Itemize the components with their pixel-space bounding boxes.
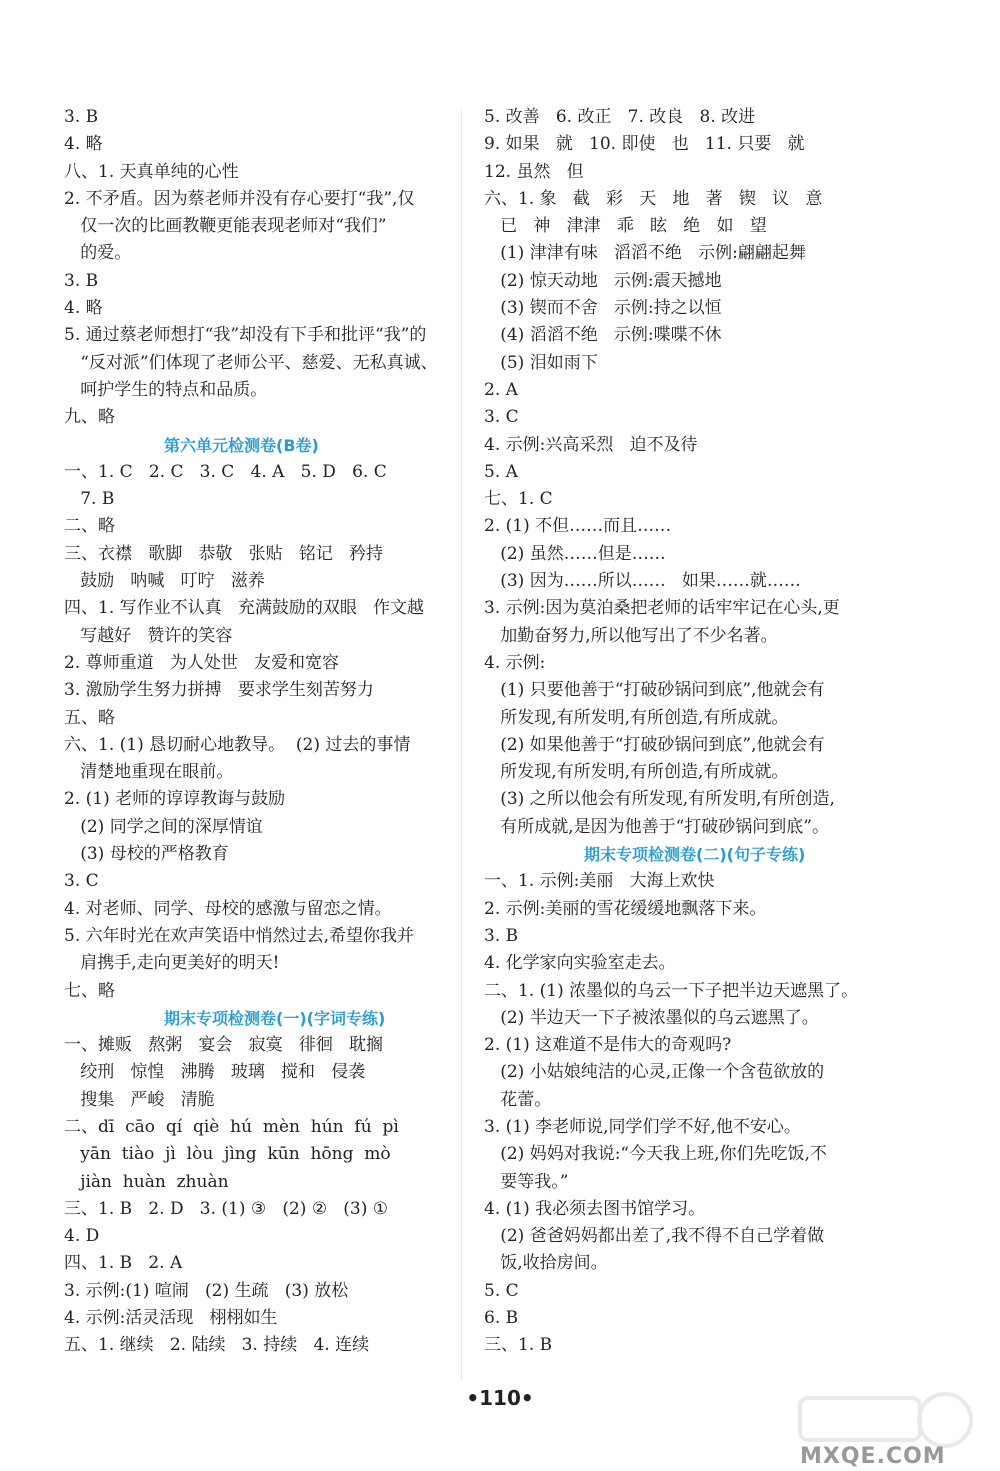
answer-line: (1) 只要他善于“打破砂锅问到底”,他就会有 [484,680,825,701]
answer-line: (2) 妈妈对我说:“今天我上班,你们先吃饭,不 [484,1144,827,1165]
answer-line: 搜集 严峻 清脆 [64,1089,215,1110]
section-heading: 期末专项检测卷(一)(字词专练) [164,1008,386,1028]
answer-line: (4) 滔滔不绝 示例:喋喋不休 [484,325,722,346]
answer-line: 写越好 赞许的笑容 [64,625,233,646]
answer-line: 3. B [64,107,99,127]
answer-line: 三、1. B 2. D 3. (1) ③ (2) ② (3) ① [64,1198,389,1219]
answer-line: 5. C [484,1280,519,1301]
answer-line: 九、略 [64,407,115,428]
watermark-site: MXQE.COM [800,1444,946,1469]
answer-line: 7. B [64,489,115,510]
answer-line: 4. D [64,1226,100,1247]
answer-line: 所发现,有所发明,有所创造,有所成就。 [484,707,789,728]
answer-line: 五、1. 继续 2. 陆续 3. 持续 4. 连续 [64,1335,370,1356]
answer-line: 2. (1) 这难道不是伟大的奇观吗? [484,1035,732,1056]
answer-line: (3) 因为……所以…… 如果……就…… [484,571,801,592]
answer-line: 4. 对老师、同学、母校的感激与留恋之情。 [64,898,392,919]
answer-line: 一、摊贩 熬粥 宴会 寂寞 徘徊 耽搁 [64,1035,384,1056]
page-number: •110• [466,1386,534,1410]
answer-line: jiàn huàn zhuàn [64,1171,229,1192]
answer-line: 二、dī cāo qí qiè hú mèn hún fú pì [64,1116,399,1137]
answer-line: 一、1. 示例:美丽 大海上欢快 [484,871,715,892]
answer-line: (2) 虽然……但是…… [484,543,666,564]
answer-line: 五、略 [64,707,115,728]
answer-line: 一、1. C 2. C 3. C 4. A 5. D 6. C [64,461,387,482]
answer-line: 3. 示例:(1) 喧闹 (2) 生疏 (3) 放松 [64,1280,349,1301]
answer-line: 仅一次的比画教鞭更能表现老师对“我们” [64,216,387,237]
answer-line: 呵护学生的特点和品质。 [64,379,268,400]
answer-line: 七、1. C [484,489,553,510]
answer-line: 5. 通过蔡老师想打“我”却没有下手和批评“我”的 [64,325,427,346]
answer-line: 二、略 [64,516,115,537]
answer-line: 4. 化学家向实验室走去。 [484,953,676,974]
answer-line: 2. (1) 不但……而且…… [484,516,672,537]
answer-line: 要等我。” [484,1171,569,1192]
answer-line: 三、衣襟 歌脚 恭敬 张贴 铭记 矜持 [64,543,384,564]
answer-line: (3) 锲而不舍 示例:持之以恒 [484,298,722,319]
section-heading: 第六单元检测卷(B卷) [164,435,319,455]
answer-line: 六、1. 象 截 彩 天 地 著 锲 议 意 [484,188,823,209]
answer-line: 2. (1) 老师的谆谆教诲与鼓励 [64,789,286,810]
answer-line: “反对派”们体现了老师公平、慈爱、无私真诚、 [64,352,438,373]
answer-line: 肩携手,走向更美好的明天! [64,953,280,974]
answer-line: 4. 略 [64,298,103,319]
answer-line: 已 神 津津 乖 眩 绝 如 望 [484,216,767,237]
answer-line: (3) 之所以他会有所发现,有所发明,有所创造, [484,789,835,810]
answer-line: 有所成就,是因为他善于“打破砂锅问到底”。 [484,816,829,837]
answer-line: 二、1. (1) 浓墨似的乌云一下子把半边天遮黑了。 [484,980,859,1001]
answer-line: 饭,收拾房间。 [484,1253,608,1274]
answer-line: 3. C [484,407,519,428]
answer-line: 3. C [64,871,99,892]
answer-line: 三、1. B [484,1335,553,1356]
answer-line: 4. 略 [64,134,103,155]
answer-line: (2) 同学之间的深厚情谊 [64,816,263,837]
answer-line: 七、略 [64,980,115,1001]
answer-line: (2) 爸爸妈妈都出差了,我不得不自己学着做 [484,1226,825,1247]
answer-line: yān tiào jì lòu jìng kūn hōng mò [64,1144,391,1165]
answer-line: 3. 激励学生努力拼搏 要求学生刻苦努力 [64,680,374,701]
answer-line: 4. (1) 我必须去图书馆学习。 [484,1198,706,1219]
answer-line: (2) 如果他善于“打破砂锅问到底”,他就会有 [484,734,825,755]
answer-line: 清楚地重现在眼前。 [64,762,234,783]
section-heading: 期末专项检测卷(二)(句子专练) [584,845,806,865]
column-divider [461,110,462,1380]
answer-line: 加勤奋努力,所以他写出了不少名著。 [484,625,778,646]
answer-line: 四、1. 写作业不认真 充满鼓励的双眼 作文越 [64,598,425,619]
answer-line: 3. B [64,270,99,291]
answer-line: 5. 六年时光在欢声笑语中悄然过去,希望你我并 [64,925,415,946]
answer-line: 12. 虽然 但 [484,161,584,182]
answer-line: 2. 不矛盾。因为蔡老师并没有存心要打“我”,仅 [64,188,415,209]
answer-line: 2. 尊师重道 为人处世 友爱和宽容 [64,652,340,673]
answer-line: 9. 如果 就 10. 即使 也 11. 只要 就 [484,134,805,155]
answer-line: 4. 示例: [484,652,546,673]
answer-line: (3) 母校的严格教育 [64,844,229,865]
answer-line: (5) 泪如雨下 [484,352,598,373]
answer-line: 5. A [484,461,518,482]
answer-line: (1) 津津有味 滔滔不绝 示例:翩翩起舞 [484,243,806,264]
answer-line: 六、1. (1) 恳切耐心地教导。 (2) 过去的事情 [64,734,411,755]
answer-line: 3. B [484,925,519,946]
answer-line: 绞刑 惊惶 沸腾 玻璃 搅和 侵袭 [64,1062,366,1083]
answer-line: 2. A [484,379,518,400]
answer-line: 3. 示例:因为莫泊桑把老师的话牢牢记在心头,更 [484,598,840,619]
answer-line: (2) 半边天一下子被浓墨似的乌云遮黑了。 [484,1007,819,1028]
answer-line: 4. 示例:兴高采烈 迫不及待 [484,434,698,455]
answer-line: 4. 示例:活灵活现 栩栩如生 [64,1308,278,1329]
answer-line: 6. B [484,1308,519,1329]
answer-line: 花蕾。 [484,1089,552,1110]
answer-line: 3. (1) 李老师说,同学们学不好,他不安心。 [484,1116,801,1137]
answer-line: 的爱。 [64,243,132,264]
right-column [484,104,944,1360]
answer-line: 四、1. B 2. A [64,1253,183,1274]
answer-line: 所发现,有所发明,有所创造,有所成就。 [484,762,789,783]
left-column [64,104,454,1360]
answer-line: 5. 改善 6. 改正 7. 改良 8. 改进 [484,107,756,127]
answer-line: 2. 示例:美丽的雪花缓缓地飘落下来。 [484,898,767,919]
answer-line: (2) 惊天动地 示例:震天撼地 [484,270,722,291]
answer-line: 鼓励 呐喊 叮咛 滋养 [64,571,265,592]
answer-line: 八、1. 天真单纯的心性 [64,161,239,182]
answer-line: (2) 小姑娘纯洁的心灵,正像一个含苞欲放的 [484,1062,825,1083]
